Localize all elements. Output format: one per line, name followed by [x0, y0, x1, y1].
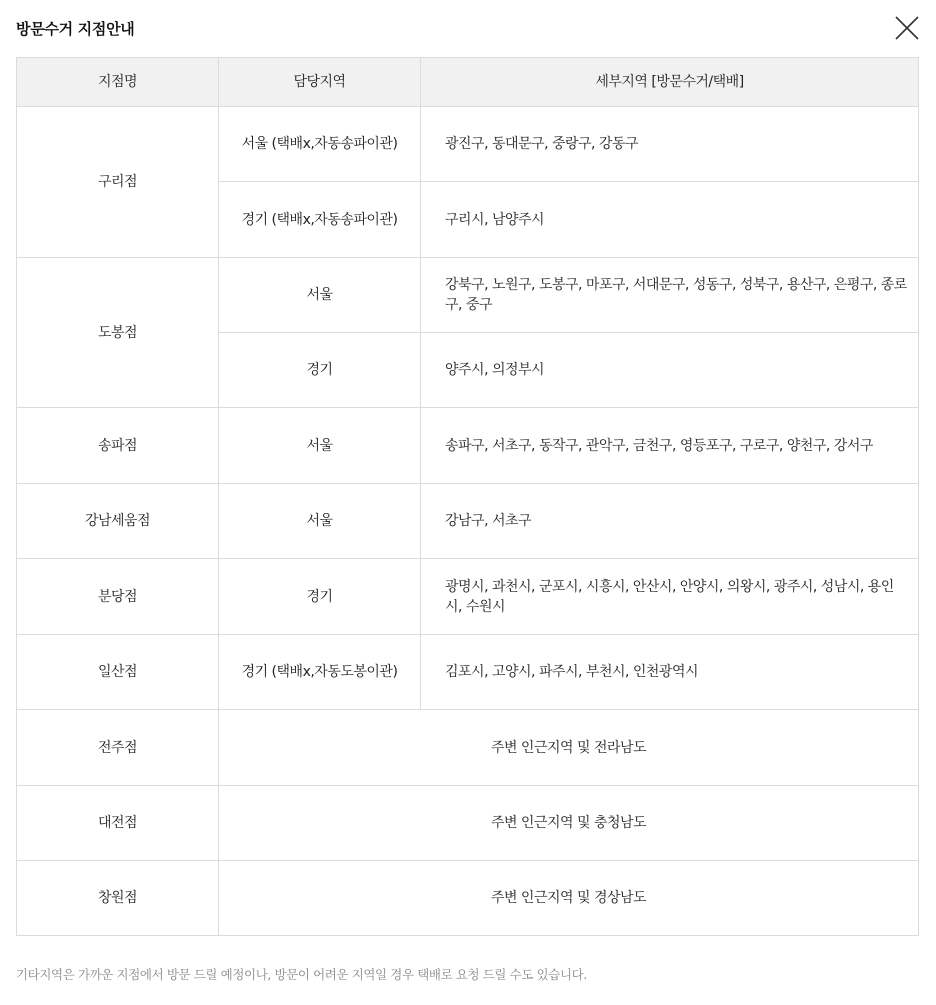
- detail-cell: 송파구, 서초구, 동작구, 관악구, 금천구, 영등포구, 구로구, 양천구, 강서구: [421, 408, 919, 484]
- close-button[interactable]: [894, 15, 920, 41]
- detail-cell: 강남구, 서초구: [421, 484, 919, 559]
- area-cell: 서울 (택배x,자동송파이관): [219, 107, 421, 182]
- dialog-title: 방문수거 지점안내: [16, 20, 135, 38]
- table-row: [17, 484, 919, 559]
- table-header-row: [17, 58, 919, 107]
- area-cell: 경기 (택배x,자동송파이관): [219, 182, 421, 258]
- detail-cell: 김포시, 고양시, 파주시, 부천시, 인천광역시: [421, 635, 919, 710]
- merged-area-cell: 주변 인근지역 및 경상남도: [219, 861, 919, 936]
- header-area: 담당지역: [219, 58, 421, 107]
- merged-area-cell: 주변 인근지역 및 전라남도: [219, 710, 919, 786]
- branch-name: 창원점: [17, 861, 219, 936]
- area-cell: 서울: [219, 258, 421, 333]
- branch-name: 도봉점: [17, 258, 219, 408]
- table-row: [17, 408, 919, 484]
- detail-cell: 광명시, 과천시, 군포시, 시흥시, 안산시, 안양시, 의왕시, 광주시, 성남시, 용인시, 수원시: [421, 559, 919, 635]
- area-cell: 서울: [219, 408, 421, 484]
- branch-name: 분당점: [17, 559, 219, 635]
- branch-name: 일산점: [17, 635, 219, 710]
- detail-cell: 양주시, 의정부시: [421, 333, 919, 408]
- table-row: [17, 258, 919, 333]
- table-row: [17, 107, 919, 182]
- area-cell: 서울: [219, 484, 421, 559]
- table-row: [17, 710, 919, 786]
- branch-name: 전주점: [17, 710, 219, 786]
- detail-cell: 구리시, 남양주시: [421, 182, 919, 258]
- branch-name: 구리점: [17, 107, 219, 258]
- table-row: [17, 786, 919, 861]
- table-row: [17, 861, 919, 936]
- branch-name: 강남세움점: [17, 484, 219, 559]
- branch-name: 대전점: [17, 786, 219, 861]
- detail-cell: 강북구, 노원구, 도봉구, 마포구, 서대문구, 성동구, 성북구, 용산구, 은평구, 종로구, 중구: [421, 258, 919, 333]
- table-row: [17, 559, 919, 635]
- detail-cell: 광진구, 동대문구, 중랑구, 강동구: [421, 107, 919, 182]
- header-detail: 세부지역 [방문수거/택배]: [421, 58, 919, 107]
- branch-table: [16, 57, 919, 936]
- close-icon: [894, 15, 920, 41]
- table-row: [17, 635, 919, 710]
- area-cell: 경기 (택배x,자동도봉이관): [219, 635, 421, 710]
- branch-name: 송파점: [17, 408, 219, 484]
- area-cell: 경기: [219, 333, 421, 408]
- merged-area-cell: 주변 인근지역 및 충청남도: [219, 786, 919, 861]
- footnote: 기타지역은 가까운 지점에서 방문 드릴 예정이나, 방문이 어려운 지역일 경우 택배로 요청 드릴 수도 있습니다.: [16, 967, 587, 982]
- area-cell: 경기: [219, 559, 421, 635]
- header-branch: 지점명: [17, 58, 219, 107]
